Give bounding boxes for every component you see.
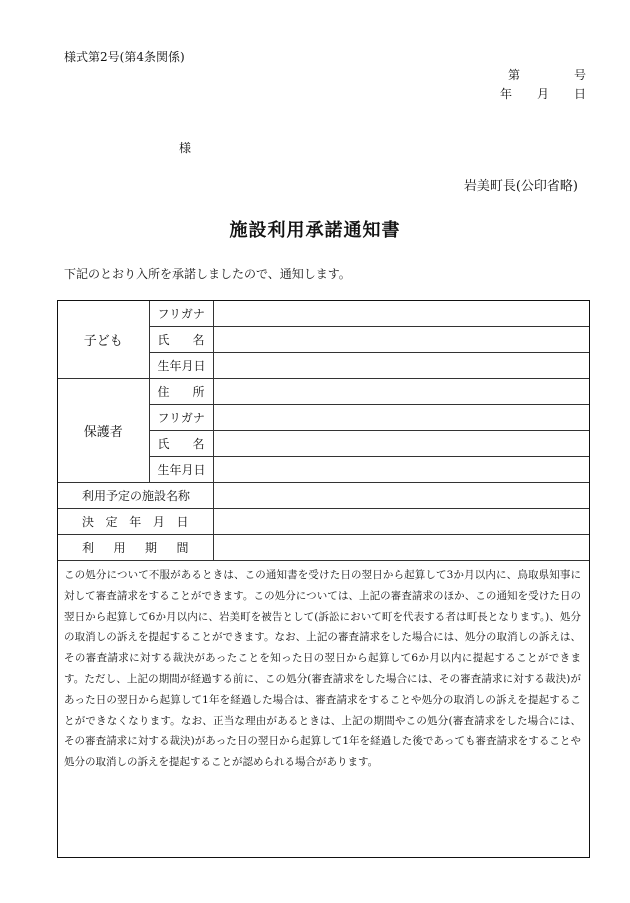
decision-date-char-2: 定 xyxy=(105,515,118,529)
doc-number-prefix: 第 xyxy=(508,68,521,82)
document-title: 施設利用承諾通知書 xyxy=(229,220,401,241)
child-name-label xyxy=(149,327,213,353)
child-group-label: 子ども xyxy=(58,301,149,379)
table-row xyxy=(58,509,589,535)
table-row xyxy=(58,379,589,405)
guardian-address-field[interactable] xyxy=(213,379,589,405)
guardian-address-char-2: 所 xyxy=(192,385,205,399)
addressee: 様 xyxy=(179,141,192,155)
guardian-furigana-field[interactable] xyxy=(213,405,589,431)
guardian-address-char-1: 住 xyxy=(157,385,170,399)
guardian-furigana-label: フリガナ xyxy=(149,405,213,431)
date-year: 年 xyxy=(500,87,513,101)
guardian-name-label xyxy=(149,431,213,457)
issue-date xyxy=(500,85,586,102)
usage-period-char-4: 間 xyxy=(176,541,189,555)
guardian-name-char-2: 名 xyxy=(192,437,205,451)
date-month: 月 xyxy=(536,87,549,101)
child-birth-label: 生年月日 xyxy=(149,353,213,379)
decision-date-char-5: 日 xyxy=(176,515,189,529)
doc-number-suffix: 号 xyxy=(573,68,586,82)
child-name-char-1: 氏 xyxy=(157,333,170,347)
facility-field[interactable] xyxy=(213,483,589,509)
facility-label-text: 利用予定の施設名称 xyxy=(82,489,191,503)
date-day: 日 xyxy=(573,87,586,101)
usage-period-char-3: 期 xyxy=(144,541,157,555)
appeal-notice: この処分について不服があるときは、この通知書を受けた日の翌日から起算して3か月以内に、鳥取県知事に対して審査請求をすることができます。この処分については、上記の審査請求のほか、この通知を受けた日の翌日から起算して6か月以内に、岩美町を被告として(訴訟において町を代表する者は町長となります。)、処分の取消しの訴えを提起することができます。なお、上記の審査請求をした場合には、処分の取消しの訴えは、その審査請求に対する裁決があったことを知った日の翌日から起算して6か月以内に提起することができます。ただし、上記の期間が経過する前に、この処分(審査請求をした場合には、その審査請求に対する裁決)があった日の翌日から起算して1年を経過した場合は、審査請求をすることや処分の取消しの訴えを提起することができなくなります。なお、正当な理由があるときは、上記の期間やこの処分(審査請求をした場合には、その審査請求に対する裁決)があった日の翌日から起算して1年を経過した後であっても審査請求をすることや処分の取消しの訴えを提起することが認められる場合があります。 xyxy=(64,569,581,769)
guardian-group-label: 保護者 xyxy=(58,379,149,483)
child-name-field[interactable] xyxy=(213,327,589,353)
usage-period-char-1: 利 xyxy=(82,541,95,555)
form-number: 様式第2号(第4条関係) xyxy=(64,50,185,64)
child-furigana-field[interactable] xyxy=(213,301,589,327)
guardian-birth-label: 生年月日 xyxy=(149,457,213,483)
intro-text: 下記のとおり入所を承諾しましたので、通知します。 xyxy=(64,267,351,281)
decision-date-char-4: 月 xyxy=(152,515,165,529)
table-row xyxy=(58,535,589,561)
usage-period-field[interactable] xyxy=(213,535,589,561)
usage-period-char-2: 用 xyxy=(113,541,126,555)
decision-date-label xyxy=(58,509,213,535)
decision-date-field[interactable] xyxy=(213,509,589,535)
document-number xyxy=(508,66,586,85)
table-row xyxy=(58,483,589,509)
decision-date-char-1: 決 xyxy=(82,515,95,529)
guardian-name-field[interactable] xyxy=(213,431,589,457)
usage-period-label xyxy=(58,535,213,561)
form-frame xyxy=(57,300,590,858)
issuer: 岩美町長(公印省略) xyxy=(463,179,578,194)
child-birth-field[interactable] xyxy=(213,353,589,379)
guardian-birth-field[interactable] xyxy=(213,457,589,483)
guardian-name-char-1: 氏 xyxy=(157,437,170,451)
info-table xyxy=(58,301,589,561)
guardian-address-label xyxy=(149,379,213,405)
decision-date-char-3: 年 xyxy=(129,515,142,529)
facility-label xyxy=(58,483,213,509)
child-furigana-label: フリガナ xyxy=(149,301,213,327)
child-name-char-2: 名 xyxy=(192,333,205,347)
table-row xyxy=(58,301,589,327)
